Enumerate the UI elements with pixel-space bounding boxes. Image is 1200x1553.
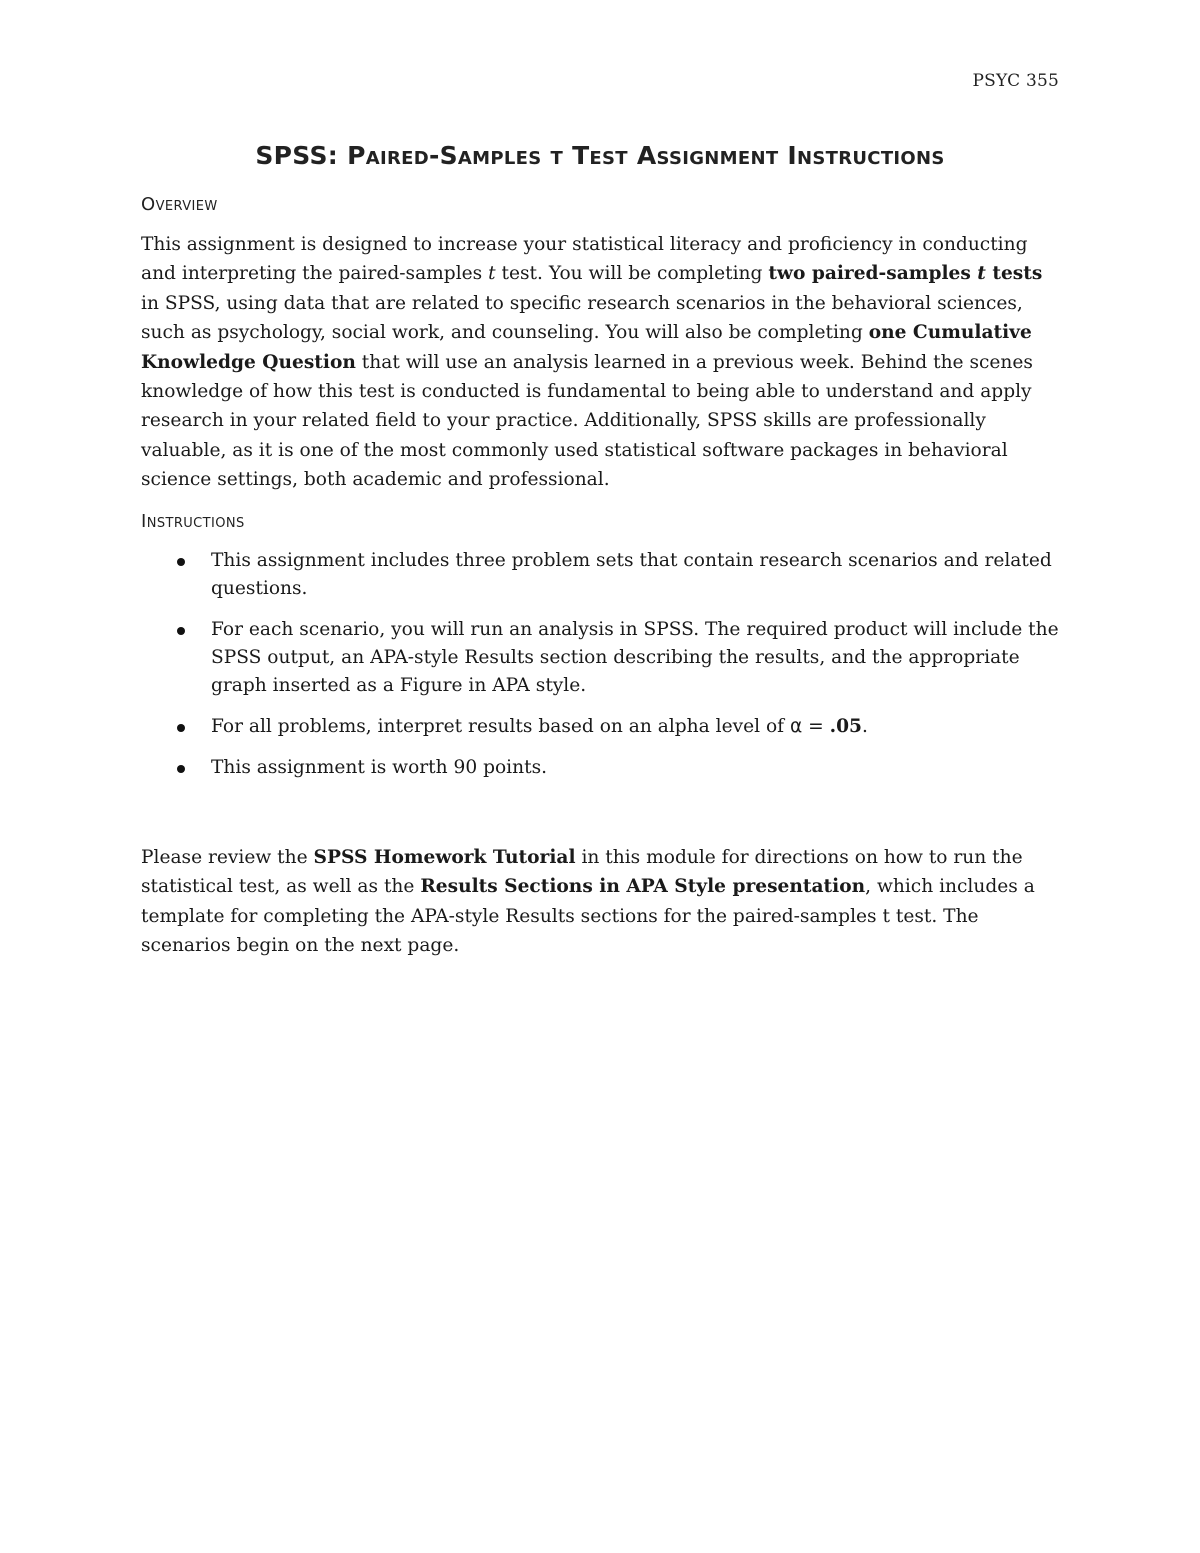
list-item: This assignment includes three problem sets that contain research scenarios and related questions. (141, 547, 1066, 603)
overview-text: in SPSS, using data that are related to specific research scenarios in the behavioral sciences, such as psychology, social work, and counseling. You will also be completing (141, 292, 1023, 344)
closing-paragraph: Please review the SPSS Homework Tutorial in this module for directions on how to run the statistical test, as well as the Results Sections in APA Style presentation, which includes a template for completing the APA-style Results sections for the paired-samples t test. The scenarios begin on the next page. (141, 847, 1035, 957)
tutorial-link-text: SPSS Homework Tutorial (313, 847, 576, 868)
bullet-icon (177, 558, 185, 566)
bullet-icon (177, 627, 185, 635)
overview-heading: Overview (141, 194, 218, 215)
presentation-link-text: Results Sections in APA Style presentation (420, 876, 866, 898)
bullet-icon (177, 724, 185, 732)
course-code-header: PSYC 355 (972, 71, 1059, 91)
overview-text: This assignment is designed to increase your statistical literacy and proficiency in conducting and interpreting the paired-samples (141, 234, 1028, 285)
overview-bold: one Cumulative Knowledge Question (141, 322, 1032, 373)
instructions-list (141, 547, 1066, 795)
overview-text: test. You will be completing (495, 263, 769, 285)
overview-bold: two paired-samples t tests (768, 263, 1043, 285)
list-item: This assignment is worth 90 points. (141, 754, 1066, 782)
instructions-heading: Instructions (141, 511, 245, 532)
page-title: SPSS: Paired-Samples t Test Assignment Instructions (255, 141, 945, 170)
list-item: For all problems, interpret results based on an alpha level of α = .05. (141, 713, 1066, 741)
overview-text: that will use an analysis learned in a previous week. Behind the scenes knowledge of how this test is conducted is fundamental to being able to understand and apply research in your related field to your practice. Additionally, SPSS skills are professionally valuable, as it is one of the most commonly used statistical software packages in behavioral science settings, both academic and professional. (141, 351, 1033, 491)
alpha-symbol: α = (789, 716, 830, 737)
t-italic: t (488, 263, 496, 285)
list-item: For each scenario, you will run an analysis in SPSS. The required product will include the SPSS output, an APA-style Results section describing the results, and the appropriate graph inserted as a Figure in APA style. (141, 616, 1066, 700)
bullet-icon (177, 765, 185, 773)
overview-paragraph (141, 230, 1066, 495)
